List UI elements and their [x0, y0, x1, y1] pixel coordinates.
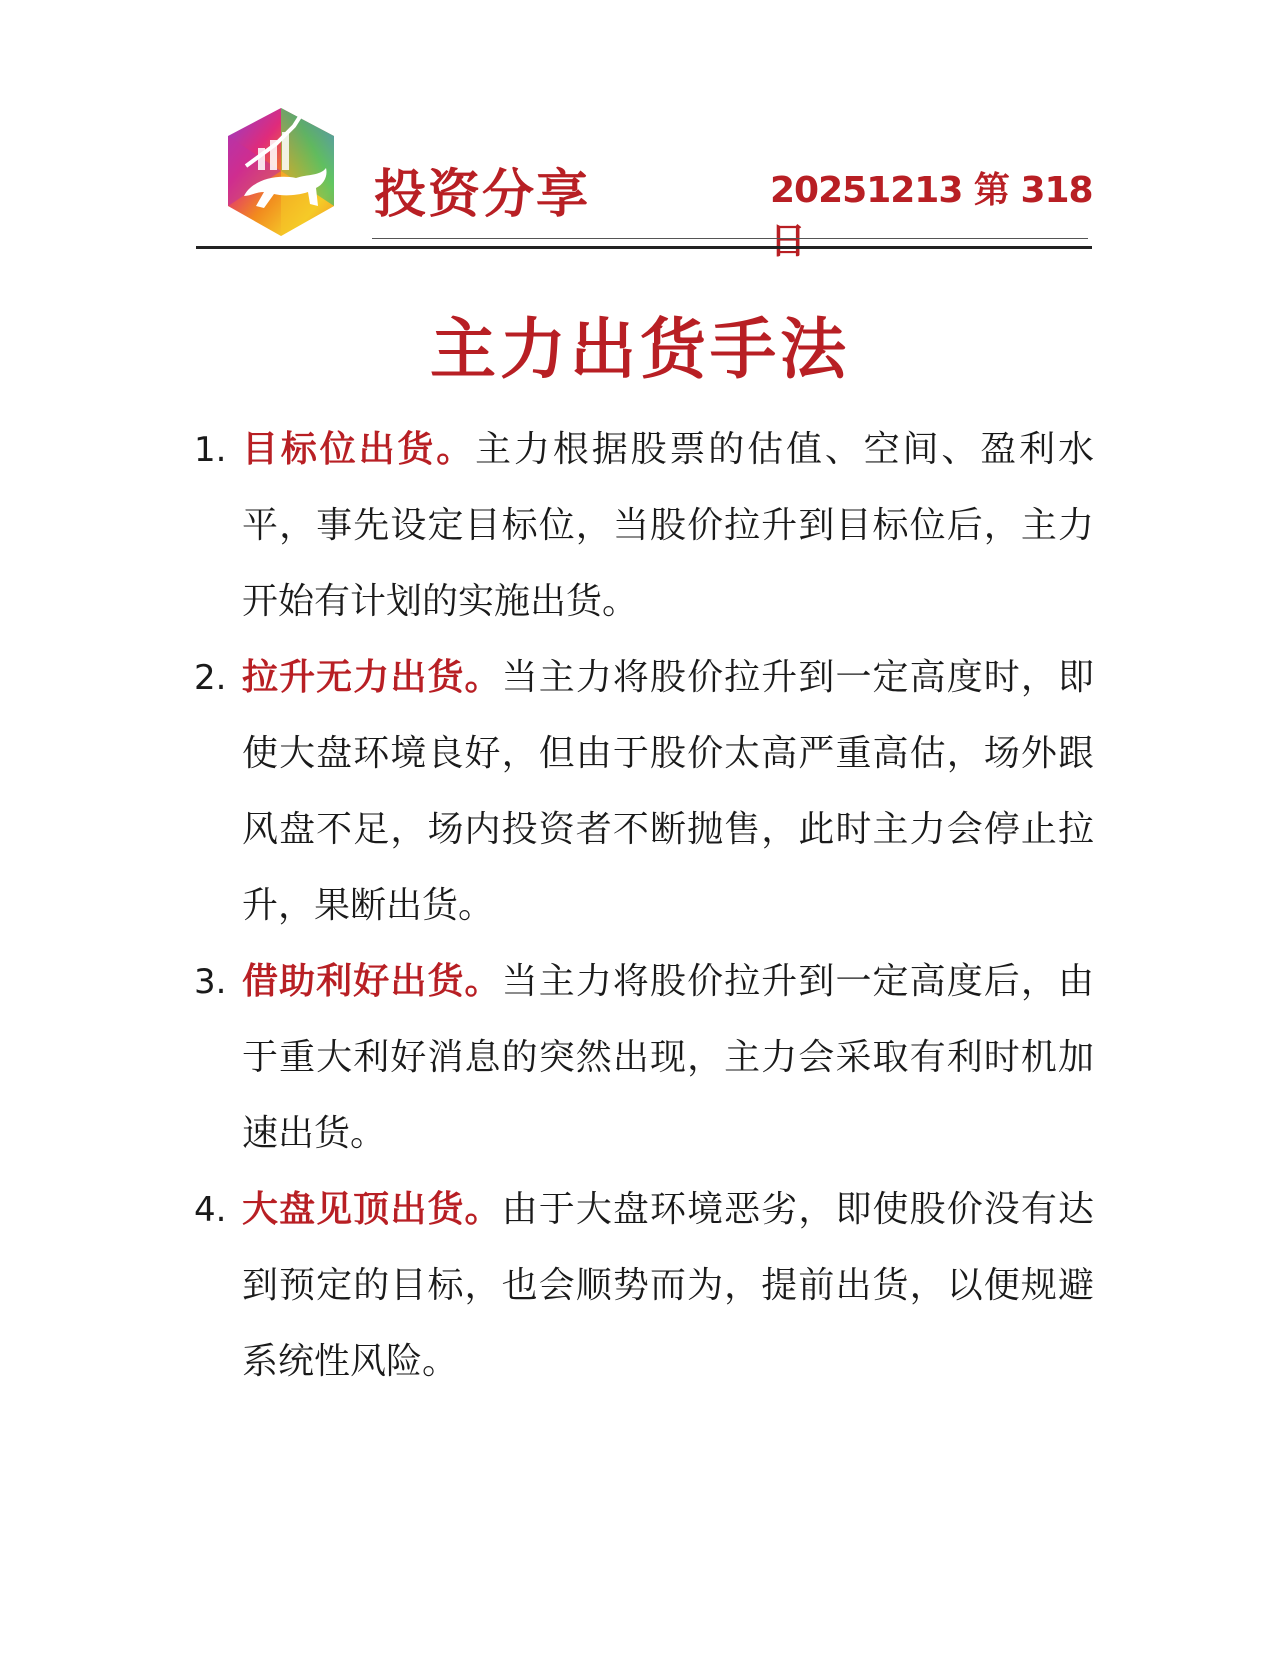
item-number: 1. — [194, 430, 227, 470]
item-body: 由于大盘环境恶劣，即使股价没有达到预定的目标，也会顺势而为，提前出货，以便规避系统性风险。 — [242, 1189, 1094, 1382]
issue-date: 20251213 第 318 日 — [770, 170, 1093, 262]
item-text — [242, 1172, 1094, 1400]
item-text — [242, 412, 1094, 640]
item-body: 主力根据股票的估值、空间、盈利水平，事先设定目标位，当股价拉升到目标位后，主力开始有计划的实施出货。 — [242, 429, 1094, 622]
list-item — [194, 1172, 1094, 1400]
page-title: 主力出货手法 — [430, 311, 850, 388]
method-list — [194, 412, 1094, 1400]
header-divider-thin — [372, 238, 1088, 239]
item-body: 当主力将股价拉升到一定高度时，即使大盘环境良好，但由于股价太高严重高估，场外跟风盘不足，场内投资者不断抛售，此时主力会停止拉升，果断出货。 — [242, 657, 1094, 926]
item-heading: 目标位出货。 — [242, 429, 476, 470]
item-number: 4. — [194, 1190, 227, 1230]
list-item — [194, 640, 1094, 944]
item-body: 当主力将股价拉升到一定高度后，由于重大利好消息的突然出现，主力会采取有利时机加速出货。 — [242, 961, 1094, 1154]
item-heading: 大盘见顶出货。 — [242, 1189, 502, 1230]
list-item — [194, 412, 1094, 640]
item-number: 2. — [194, 658, 227, 698]
item-heading: 借助利好出货。 — [242, 961, 502, 1002]
brand-title: 投资分享 — [374, 165, 591, 225]
item-text — [242, 640, 1094, 944]
item-text — [242, 944, 1094, 1172]
item-heading: 拉升无力出货。 — [242, 657, 502, 698]
header-divider-thick — [196, 246, 1092, 249]
list-item — [194, 944, 1094, 1172]
item-number: 3. — [194, 962, 227, 1002]
bull-hexagon-logo-icon — [216, 96, 346, 246]
header — [196, 96, 1096, 262]
